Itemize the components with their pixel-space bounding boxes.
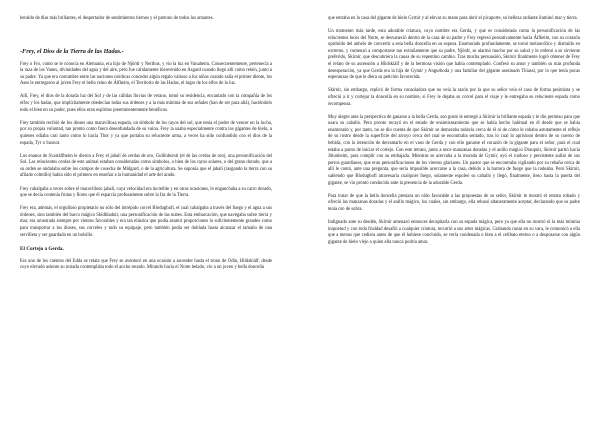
- right-column: [328, 16, 580, 253]
- paragraph: Era uno de los cuentos del Edda se relata que Frey se aventuró en una ocasión a ascender hasta el trono de Odín, Hlidskiálf, desde cuyo elevado asiento su mirada contemplaba todo el ancho mundo. Mirando hacia el Norte helado, vio a un joven y bella doncella: [20, 258, 272, 271]
- paragraph: Frey también recibió de los dioses una maravillosa espada, un símbolo de los rayos del sol, que tenía el poder de vencer en la lucha, por su propia voluntad, tan pronto como fuera desenfundada de su vaina. Frey la usaba especialmente contra los gigantes de hielo, a quienes odiaba casi tanto como lo hacía Thor y ya que portaba su reluciente arma, a veces ha sido confundido con el dios de la espada, Tyr o Saxnot.: [20, 120, 272, 146]
- paragraph: Frey era, además, el orgulloso propietario no sólo del intrépido corcel Blodughofi, el cual cabalgaba a través del fuego y el agua a sus órdenes, sino también del barco mágico Skidbladnir, una personificación de las nubes. Esta embarcación, que navegaba sobre tierra y mar, era arrastrada siempre por vientos favorables y era tan elástica que podía asumir proporciones lo suficientemente grandes como para transportar a los dioses, sus corceles y todo su equipaje, pero también podía ser doblada hasta alcanzar el tamaño de una servilleta y ser guardada en un bolsillo.: [20, 206, 272, 238]
- section-heading: -Frey, el Dios de la Tierra de las Hadas.-: [20, 47, 124, 55]
- paragraph: Frey cabalgaba a veces sobre el maravilloso jabalí, cuya velocidad era increíble y en otras ocasiones, lo enganchaba a su carro dorado, que se decía contenía frutas y flores que él esparcía profusamente sobre la faz de la Tierra.: [20, 186, 272, 199]
- paragraph: heraldo de días más brillantes, el despertador de sentimientos tiernos y el patrono de todos los amantes.: [20, 16, 214, 21]
- subsection-heading: El Cortejo a Gerda.: [20, 245, 64, 252]
- left-column: [20, 16, 272, 278]
- paragraph: Frey o Fro, como se le conocía en Alemania, era hijo de Njördr y Nerthus, y vio la luz en Vanaheim. Consecuentemente, pertenecía a la raza de los Vanes, divinidades del agua y del aire, pero fue calidamente bienvenido en Asgard cuando llegó allí como rehén, junto a su padre. Ya que era costumbre entre las naciones nórdicas conceder algún regalo valioso a los niños cuando salía el primer diente, los Ases le entregaron al joven Frey el bello reino de Álfheim, el Territorio de las Hadas, el lugar de los elfos de la luz.: [20, 61, 272, 87]
- paragraph: Indignado ante su desdén, Skírnir amenazó entonces decapitarla con su espada mágica, pero ya que ella no mostró ni la más mínima inquietud y con toda frialdad desafió a cualquier criatura, recurrió a sus artes mágicas. Grabando runas en su vara, le comunicó a ella que a menos que cediera antes de que él hubiese concluido, se vería condenada o bien a el celibato eterno o a desposarse con algún gigante de hielo viejo a quien ella nunca podría amar.: [328, 219, 580, 245]
- paragraph: que entraba en la casa del gigante de hielo Gymir y al elevar su mano para abrir el picaporte, su belleza radiante iluminó mar y tierra.: [328, 16, 578, 21]
- paragraph: Skírnir, sin embargo, replicó de forma consoladora que no veía la razón por la que su señor veía el caso de forma pesimista y se ofreció a ir y cortejar la doncella en su nombre, si Frey le dejaba su corcel para el viaje y le entregaba su reluciente espada como recompensa.: [328, 88, 580, 107]
- paragraph: Para tratar de que la bella doncella prestara un oído favorable a las propuestas de su señor, Skírnir le mostró el retrato robado y ofreció las manzanas doradas y el anillo mágico, los cuales, sin embargo, ella rehusó altaneramente aceptar, declarando que su padre tenía oro de sobra.: [328, 193, 580, 212]
- paragraph: Muy alegre ante la perspectiva de ganarse a la bella Gerda, son gusto le entregó a Skírnir la brillante espada y le dio permiso para que usara su caballo. Pero pronto recayó en el estado de ensimismamiento que se había hecho habitual en él desde que se había enamorado y, por tanto, no se dio cuenta de que Skírnir se demoraba todavía cerca de él ni de cómo le robaba astutamente el reflejo de su rostro desde la superficie del arroyo cerca del cual se encontraba sentado, tras lo cual lo aprisionó dentro de su cuerno de bebida, con la intención de derramarlo en el vaso de Gerda y con ello ganarse el corazón de la gigante para el señor, para el cual estaba a punto de iniciar el cortejo. Con este retrato, junto a once manzanas doradas y el anillo mágico Draupnir, Skírnir partió hacia Jötunheim, para cumplir con su embajada. Mientras se acercaba a la morada de Gymir, oyó el ruidoso y persistente aullar de sus perros guardianes, que eran personificaciones de los vientos glaciares. Un pastor que se encontraba vigilando por su rebaño cerca de allí le contó, ante una pregunta, que sería imposible acercarse a la casa, debido a la barrera de fuego que la rodeaba. Pero Skírnir, sabiendo que Blodughofi atravesaría cualquier fuego, solamente espoleó su caballo y llegó, finalmente, ileso hasta la puerta del gigante, se vio pronto conducido ante la presencia de la adorable Gerda.: [328, 114, 580, 186]
- paragraph: Los enanos de Svartálfheim le dieron a Frey el jabalí de cerdas de oro, Gullinbursti (el de las cerdas de oro), una personificación del Sol. Las relucientes cerdas de este animal estaban consideradas como símbolos, o bien de los rayos solares, o del grano dorado, que a su orden se ondulaba sobre los campos de cosecha de Midgard, o de la agricultura. Se suponía que el jabalí (rasgando la tierra con su afilado colmillo) había sido el primero en enseñar a la humanidad el arte del arado.: [20, 153, 272, 179]
- paragraph: Un momento más tarde, esta adorable criatura, cuyo nombre era Gerda, y que es considerada como la personificación de las relucientes luces del Norte, se desvaneció dentro de la casa de su padre y Frey regresó pensativamente hacia Álfheim, con su corazón oprimido del anhelo de convertir a esta bella doncella en su esposa. Enamorado profundamente, se tornó melancólico y distraído en extremo, y comenzó a comportarse tan extrañamente que su padre, Njördr, se alarmó mucho por su salud y le ordenó a su sirviente preferido, Skírnir, que descubriera la causa de su repentino cambio. Tras mucha persuasión, Skírnir finalmente logró obtener de Frey el relato de su ascensión a Hlidskiálf y de la hermosa visión que había contemplado. Confesó su amor y también su más profunda desesperación, ya que Gerda era la hija de Gymir y Angurboda y una familiar del gigante asesinado Thiassi, por lo que tenía pocas esperanzas de que le diera su petición favorecida.: [328, 29, 580, 81]
- paragraph: Allí, Frey, el dios de la dorada luz del Sol y de las cálidas lluvias de verano, tomó su residencia, encantado con la compañía de los elfos y los hadas, que implícitamente obedecían todas sus órdenes y a la más mínima de sus señales (han de ser para allá), haciéndolo todo el bien en su poder, pues ellos eran espíritus preeminentemente benéficos.: [20, 94, 272, 113]
